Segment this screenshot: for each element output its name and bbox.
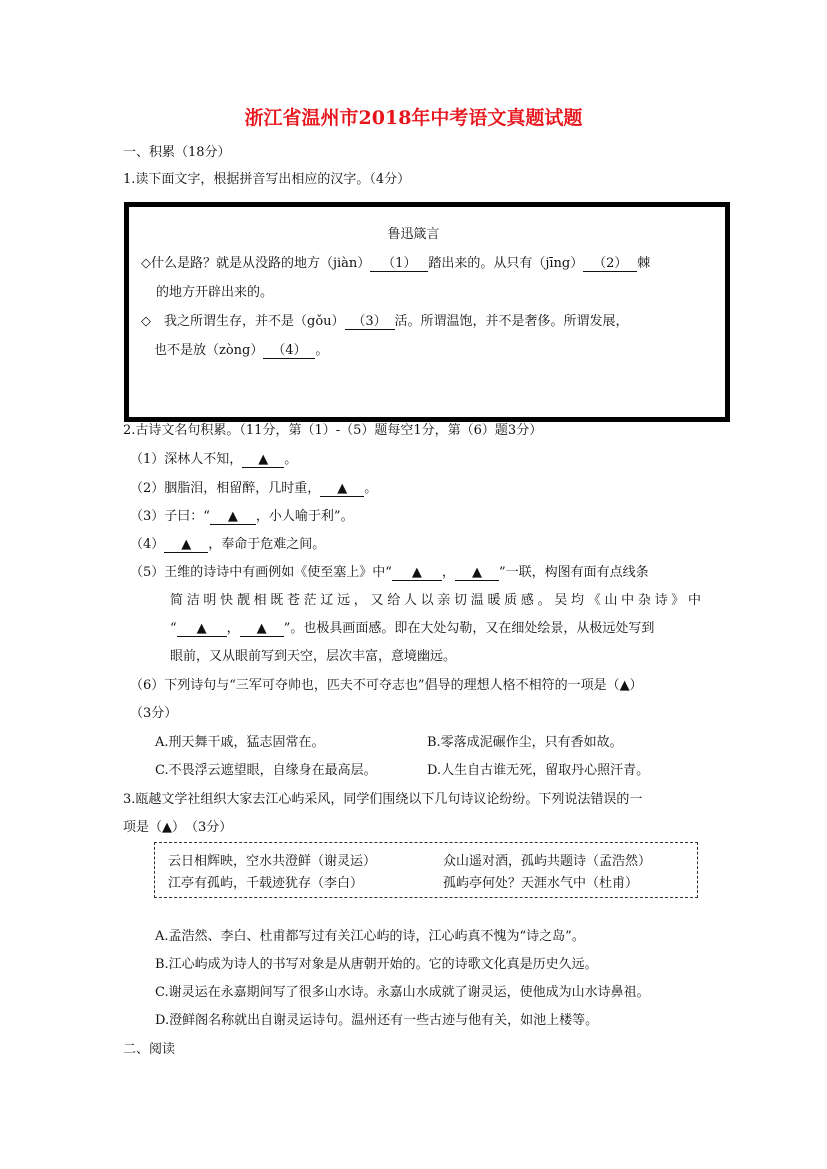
blank-4[interactable]: （4） (263, 344, 315, 359)
quote-text: 也不是放（zòng） (154, 343, 264, 358)
quote-text: ◇什么是路？就是从没路的地方（jiàn） (141, 256, 371, 271)
q2-item-5-line-4: 眼前，又从眼前写到天空，层次丰富，意境幽远。 (170, 649, 457, 664)
item-text: ”一联，构图有面有点线条 (498, 565, 649, 580)
q2-option-d[interactable]: D.人生自古谁无死，留取丹心照汗青。 (427, 763, 650, 778)
answer-blank[interactable]: ▲ (455, 566, 499, 581)
item-text: ， (441, 565, 455, 580)
quote-text: 棘 (637, 256, 651, 271)
q3-option-a[interactable]: A.孟浩然、李白、杜甫都写过有关江心屿的诗，江心屿真不愧为“诗之岛”。 (155, 929, 585, 944)
question-3-prompt-2: 项是（▲） （3分） (123, 820, 233, 835)
blank-1[interactable]: （1） (370, 257, 428, 272)
quote-line-4 (154, 339, 328, 359)
q2-item-5 (130, 561, 649, 581)
q2-item-1 (130, 448, 297, 468)
q2-option-a[interactable]: A.刑天舞干戚，猛志固常在。 (155, 735, 325, 750)
item-text: （1）深林人不知， (130, 452, 243, 467)
q2-option-b[interactable]: B.零落成泥碾作尘，只有香如故。 (427, 735, 623, 750)
q2-item-4 (130, 533, 325, 553)
q2-item-5-line-2: 简洁明快靓相既苍茫辽远，又给人以亲切温暖质感。吴均《山中杂诗》中 (170, 593, 701, 608)
item-text: （5）王维的诗诗中有画例如《使至塞上》中“ (130, 565, 392, 580)
quote-box-title: 鲁迅箴言 (387, 227, 440, 242)
q2-item-3 (130, 505, 354, 525)
poem-line: 江亭有孤屿，千载迹犹存（李白） (168, 876, 364, 891)
answer-blank[interactable]: ▲ (177, 622, 227, 637)
item-text: ， (226, 621, 240, 636)
q3-option-c[interactable]: C.谢灵运在永嘉期间写了很多山水诗。永嘉山水成就了谢灵运，使他成为山水诗鼻祖。 (155, 985, 650, 1000)
section-heading-1: 一、积累（18分） (123, 145, 231, 160)
blank-2[interactable]: （2） (583, 257, 637, 272)
page-title: 浙江省温州市2018年中考语文真题试题 (244, 107, 583, 129)
answer-blank[interactable]: ▲ (240, 622, 284, 637)
quote-text: 踏出来的。从只有（jīng） (428, 256, 584, 271)
question-1-prompt: 1.读下面文字，根据拼音写出相应的汉字。（4分） (123, 172, 411, 187)
answer-blank[interactable]: ▲ (242, 453, 284, 468)
quote-line-2: 的地方开辟出来的。 (156, 285, 274, 300)
quote-line-1 (141, 252, 650, 272)
answer-blank[interactable]: ▲ (392, 566, 442, 581)
item-text: ，小人喻于利”。 (255, 509, 354, 524)
q2-item-6-points: （3分） (130, 706, 178, 721)
poem-line: 云日相辉映，空水共澄鲜（谢灵运） (168, 854, 377, 869)
question-2-prompt: 2.古诗文名句积累。（11分，第（1）-（5）题每空1分，第（6）题3分） (123, 423, 543, 438)
q2-item-2 (130, 477, 377, 497)
q3-option-d[interactable]: D.澄鲜阁名称就出自谢灵运诗句。温州还有一些古迹与他有关，如池上楼等。 (155, 1013, 599, 1028)
quote-line-3 (141, 310, 629, 330)
q2-item-6: （6）下列诗句与“三军可夺帅也，匹夫不可夺志也”倡导的理想人格不相符的一项是（▲） (130, 678, 643, 693)
answer-blank[interactable]: ▲ (320, 482, 364, 497)
item-text: ，奉命于危难之间。 (208, 537, 326, 552)
q2-option-c[interactable]: C.不畏浮云遮望眼，自缘身在最高层。 (155, 763, 377, 778)
quote-text: ◇ 我之所谓生存，并不是（gǒu） (141, 314, 345, 329)
item-text: ”。也极具画面感。即在大处勾勒，又在细处绘景，从极远处写到 (283, 621, 655, 636)
blank-3[interactable]: （3） (345, 315, 395, 330)
item-text: 。 (284, 452, 298, 467)
quote-text: 。 (315, 343, 329, 358)
q3-option-b[interactable]: B.江心屿成为诗人的书写对象是从唐朝开始的。它的诗歌文化真是历史久远。 (155, 957, 598, 972)
answer-blank[interactable]: ▲ (164, 538, 208, 553)
item-text: （3）子曰：“ (130, 509, 210, 524)
item-text: （2）胭脂泪，相留醉，几时重， (130, 481, 321, 496)
item-text: 。 (364, 481, 378, 496)
question-3-prompt: 3.瓯越文学社组织大家去江心屿采风，同学们围绕以下几句诗议论纷纷。下列说法错误的一 (123, 792, 643, 807)
item-text: “ (170, 621, 177, 636)
q2-item-5-line-3 (170, 617, 654, 637)
poem-line: 孤屿亭何处？天涯水气中（杜甫） (443, 876, 639, 891)
item-text: （4） (130, 537, 165, 552)
poem-line: 众山遥对酒，孤屿共题诗（孟浩然） (443, 854, 652, 869)
section-heading-2: 二、阅读 (123, 1042, 176, 1057)
answer-blank[interactable]: ▲ (210, 510, 256, 525)
quote-text: 活。所谓温饱，并不是奢侈。所谓发展， (394, 314, 629, 329)
